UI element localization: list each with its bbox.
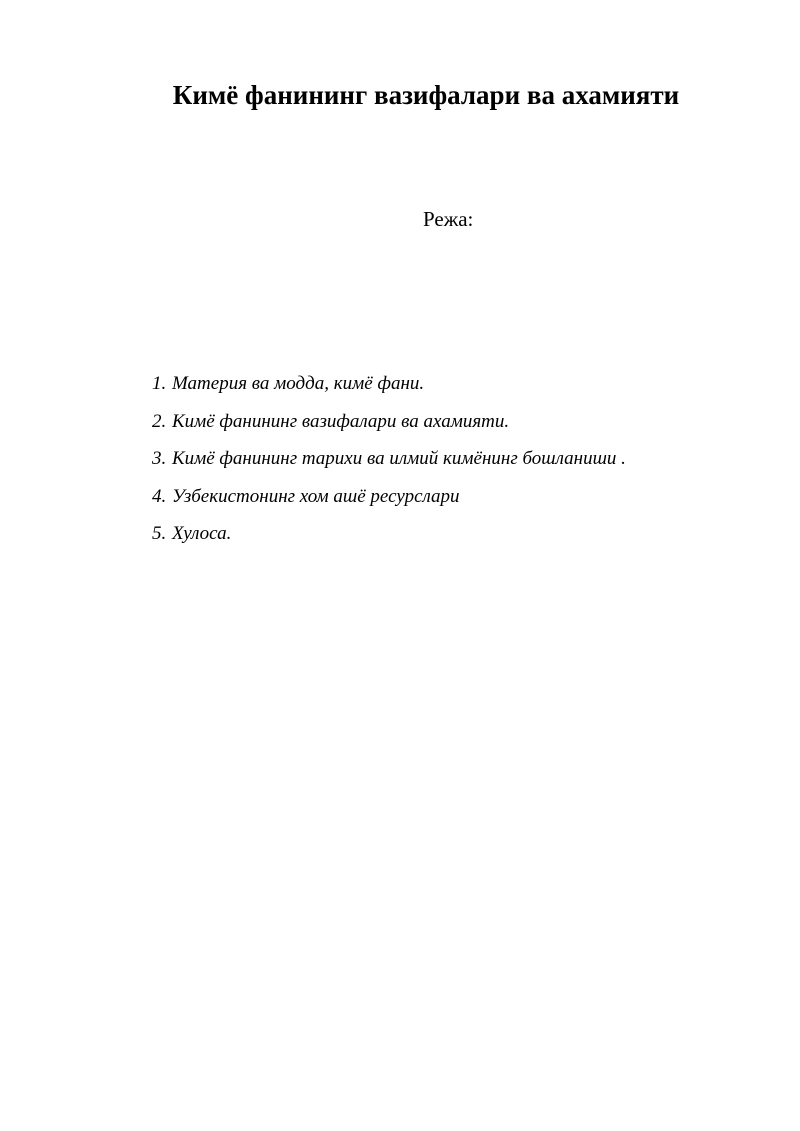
plan-list	[152, 370, 626, 558]
plan-item	[152, 370, 626, 398]
plan-item	[152, 520, 626, 548]
plan-item-number: 1.	[152, 373, 167, 394]
plan-item-number: 2.	[152, 410, 167, 432]
document-title: Кимё фанининг вазифалари ва ахамияти	[172, 80, 680, 110]
plan-item-text: Хулоса.	[172, 523, 232, 544]
plan-item-number: 4.	[152, 485, 167, 507]
plan-item	[152, 445, 626, 473]
plan-item-text: Материя ва модда, кимё фани.	[172, 373, 425, 394]
plan-item-number: 3.	[152, 448, 167, 469]
plan-item-text: Кимё фанининг вазифалари ва ахамияти.	[172, 410, 510, 432]
plan-item-text: Узбекистонинг хом ашё ресурслари	[172, 485, 460, 507]
plan-item	[152, 483, 626, 511]
plan-item-number: 5.	[152, 523, 167, 544]
plan-item-text: Кимё фанининг тарихи ва илмий кимёнинг бошланиши .	[172, 448, 626, 469]
plan-heading: Режа:	[423, 207, 474, 231]
plan-item	[152, 408, 626, 436]
